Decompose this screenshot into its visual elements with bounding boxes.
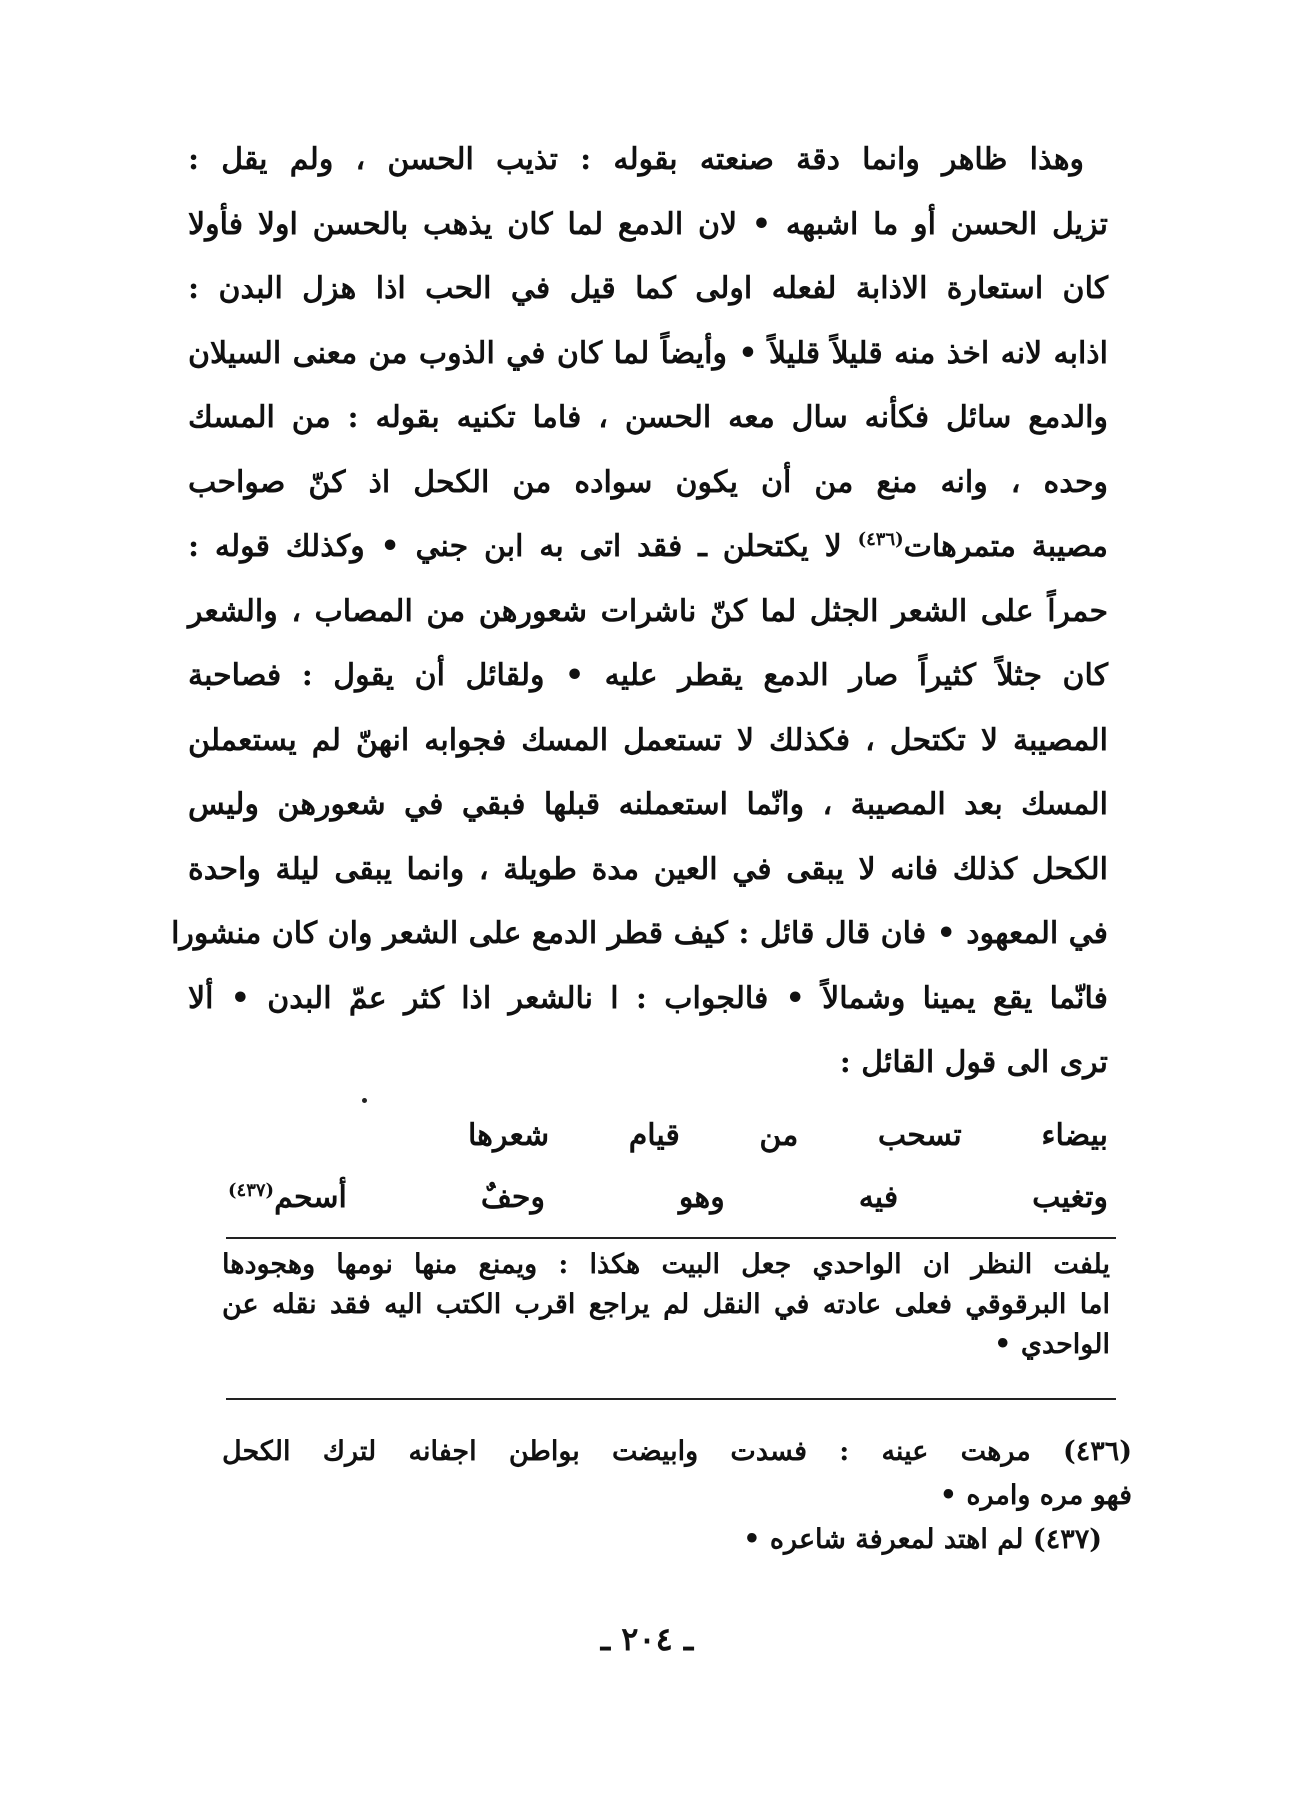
text-line: تزيل الحسن أو ما اشبهه • لان الدمع لما كان يذهب بالحسن اولا فأولا — [188, 206, 1108, 242]
text-line: الكحل كذلك فانه لا يبقى في العين مدة طويلة ، وانما يبقى ليلة واحدة — [188, 851, 1108, 887]
text-line: فانّما يقع يمينا وشمالاً • فالجواب : ا نالشعر اذا كثر عمّ البدن • ألا — [188, 980, 1108, 1016]
verse-block — [218, 1105, 1108, 1229]
ink-speck — [362, 1098, 367, 1103]
note-line: يلفت النظر ان الواحدي جعل البيت هكذا : ويمنع منها نومها وهجودها — [222, 1249, 1110, 1280]
verse-line: بيضاء تسحب من قيام شعرها — [468, 1118, 1108, 1153]
footnote-reference: (٤٣٦) — [857, 529, 904, 550]
footnote-reference: (٤٣٧) — [228, 1180, 275, 1201]
page-number: ـ ٢٠٤ ـ — [600, 1620, 694, 1658]
note-line: الواحدي • — [994, 1329, 1110, 1360]
footnote-437 — [222, 1518, 1132, 1562]
footnote-436 — [222, 1430, 1132, 1474]
text-segment: مصيبة متمرهات — [903, 529, 1108, 564]
text-line: وهذا ظاهر وانما دقة صنعته بقوله : تذيب الحسن ، ولم يقل : — [188, 142, 1084, 177]
text-line: كان جثلاً كثيراً صار الدمع يقطر عليه • ولقائل أن يقول : فصاحبة — [188, 658, 1108, 693]
footnote-number: (٤٣٦) — [1062, 1436, 1133, 1467]
note-line: اما البرقوقي فعلى عادته في النقل لم يراجع اقرب الكتب اليه فقد نقله عن — [222, 1289, 1110, 1320]
text-line: المصيبة لا تكتحل ، فكذلك لا تستعمل المسك فجوابه انهنّ لم يستعملن — [188, 722, 1108, 758]
footnote-continuation: فهو مره وامره • — [939, 1480, 1132, 1511]
footnote-text: مرهت عينه : فسدت وابيضت بواطن اجفانه لترك الكحل — [222, 1436, 1031, 1467]
note-divider — [226, 1237, 1116, 1239]
text-line: وحده ، وانه منع من أن يكون سواده من الكحل اذ كنّ صواحب — [188, 464, 1108, 500]
footnote-divider — [226, 1398, 1116, 1400]
text-line: ترى الى قول القائل : — [839, 1045, 1108, 1080]
text-line: المسك بعد المصيبة ، وانّما استعملنه قبلها فبقي في شعورهن وليس — [188, 787, 1108, 822]
text-line: كان استعارة الاذابة لفعله اولى كما قيل في الحب اذا هزل البدن : — [188, 271, 1108, 306]
footnote-text: لم اهتد لمعرفة شاعره • — [743, 1524, 1024, 1555]
text-line: اذابه لانه اخذ منه قليلاً قليلاً • وأيضاً لما كان في الذوب من معنى السيلان — [188, 335, 1108, 371]
text-line: حمراً على الشعر الجثل لما كنّ ناشرات شعورهن من المصاب ، والشعر — [188, 593, 1108, 629]
text-line: في المعهود • فان قال قائل : كيف قطر الدمع على الشعر وان كان منشورا — [171, 916, 1108, 951]
text-line: والدمع سائل فكأنه سال معه الحسن ، فاما تكنيه بقوله : من المسك — [188, 400, 1108, 435]
verse-line — [228, 1167, 1108, 1229]
text-line — [188, 515, 1108, 580]
verse-text: وتغيب فيه وهو وحفٌ أسحم — [274, 1180, 1108, 1215]
main-text — [171, 128, 1108, 1096]
footnote-number: (٤٣٧) — [1032, 1524, 1102, 1555]
footnotes — [222, 1430, 1132, 1562]
editor-note — [222, 1245, 1110, 1365]
text-segment: لا يكتحلن ـ فقد اتى به ابن جني • وكذلك قوله : — [188, 529, 842, 564]
